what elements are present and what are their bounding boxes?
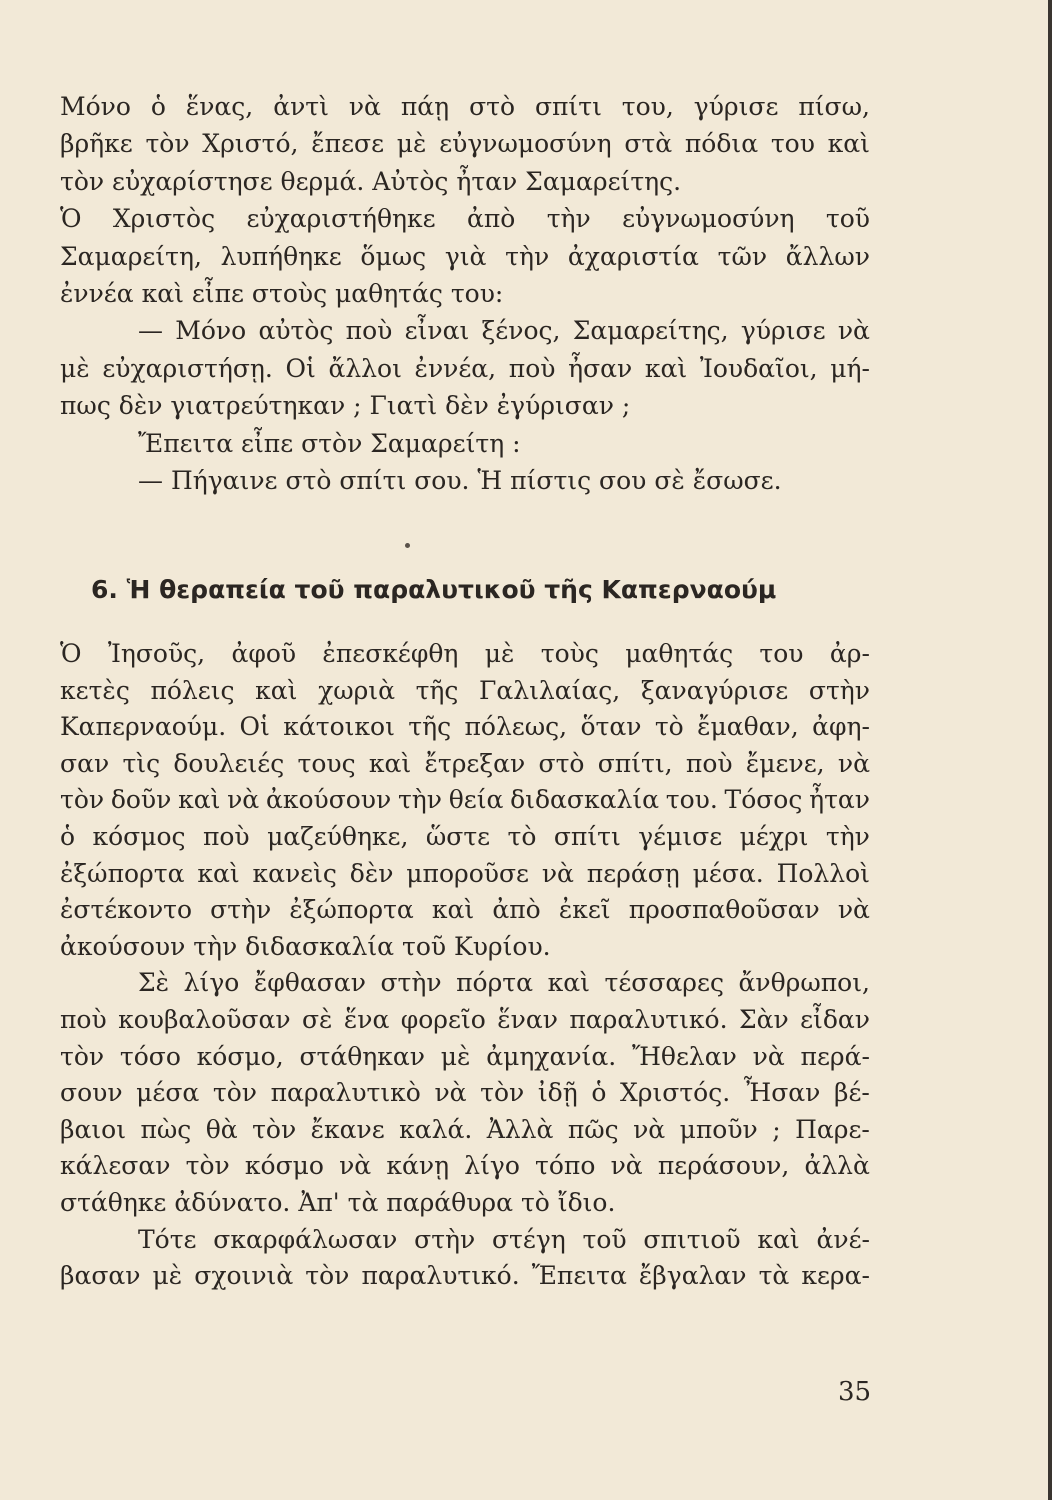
text-line: — Πήγαινε στὸ σπίτι σου. Ἡ πίστις σου σὲ ἔσωσε. xyxy=(138,465,782,495)
text-line: Ὁ Χριστὸς εὐχαριστήθηκε ἀπὸ τὴν εὐγνωμοσύνη τοῦ xyxy=(60,204,870,234)
text-line: τὸν τόσο κόσμο, στάθηκαν μὲ ἀμηχανία. Ἤθελαν νὰ περά- xyxy=(60,1041,870,1071)
text-line: Σὲ λίγο ἔφθασαν στὴν πόρτα καὶ τέσσαρες ἄνθρωποι, xyxy=(138,968,870,998)
section-2-text xyxy=(60,636,870,1295)
section-heading: 6. Ἡ θεραπεία τοῦ παραλυτικοῦ τῆς Καπερναούμ xyxy=(91,575,777,604)
text-line: τὸν δοῦν καὶ νὰ ἀκούσουν τὴν θεία διδασκαλία του. Τόσος ἦταν xyxy=(60,785,870,815)
text-line: κάλεσαν τὸν κόσμο νὰ κάνῃ λίγο τόπο νὰ περάσουν, ἀλλὰ xyxy=(60,1151,870,1181)
page-number: 35 xyxy=(838,1377,872,1407)
text-line: Ἔπειτα εἶπε στὸν Σαμαρείτη : xyxy=(138,428,521,458)
text-line: Ὁ Ἰησοῦς, ἀφοῦ ἐπεσκέφθη μὲ τοὺς μαθητάς του ἀρ- xyxy=(60,639,870,668)
text-line: ἀκούσουν τὴν διδασκαλία τοῦ Κυρίου. xyxy=(60,931,551,961)
text-line: μὲ εὐχαριστήσῃ. Οἱ ἄλλοι ἐννέα, ποὺ ἦσαν καὶ Ἰουδαῖοι, μή- xyxy=(60,353,870,383)
text-line: βαιοι πὼς θὰ τὸν ἔκανε καλά. Ἀλλὰ πῶς νὰ μποῦν ; Παρε- xyxy=(60,1114,870,1144)
text-line: πως δὲν γιατρεύτηκαν ; Γιατὶ δὲν ἐγύρισαν ; xyxy=(60,391,631,421)
text-line: Μόνο ὁ ἕνας, ἀντὶ νὰ πάῃ στὸ σπίτι του, γύρισε πίσω, xyxy=(60,92,870,121)
ink-dot xyxy=(405,543,410,548)
text-line: βρῆκε τὸν Χριστό, ἔπεσε μὲ εὐγνωμοσύνη στὰ πόδια του καὶ xyxy=(60,129,870,159)
text-line: κετὲς πόλεις καὶ χωριὰ τῆς Γαλιλαίας, ξαναγύρισε στὴν xyxy=(60,675,870,705)
text-line: ἐξώπορτα καὶ κανεὶς δὲν μποροῦσε νὰ περάσῃ μέσα. Πολλοὶ xyxy=(60,858,870,888)
text-line: στάθηκε ἀδύνατο. Ἀπ' τὰ παράθυρα τὸ ἴδιο. xyxy=(60,1187,616,1217)
text-line: σουν μέσα τὸν παραλυτικὸ νὰ τὸν ἰδῇ ὁ Χριστός. Ἦσαν βέ- xyxy=(60,1078,870,1108)
text-line: σαν τὶς δουλειές τους καὶ ἔτρεξαν στὸ σπίτι, ποὺ ἔμενε, νὰ xyxy=(60,748,870,778)
text-line: βασαν μὲ σχοινιὰ τὸν παραλυτικό. Ἔπειτα ἔβγαλαν τὰ κερα- xyxy=(60,1261,870,1291)
text-line: Καπερναούμ. Οἱ κάτοικοι τῆς πόλεως, ὅταν τὸ ἔμαθαν, ἀφη- xyxy=(60,712,870,742)
text-line: τὸν εὐχαρίστησε θερμά. Αὐτὸς ἦταν Σαμαρείτης. xyxy=(60,166,682,196)
text-line: Σαμαρείτη, λυπήθηκε ὅμως γιὰ τὴν ἀχαριστία τῶν ἄλλων xyxy=(60,241,870,271)
text-line: ἐννέα καὶ εἶπε στοὺς μαθητάς του: xyxy=(60,278,504,308)
page-edge-shadow xyxy=(1048,0,1052,1500)
text-line: Τότε σκαρφάλωσαν στὴν στέγη τοῦ σπιτιοῦ καὶ ἀνέ- xyxy=(138,1224,870,1254)
text-line: ὁ κόσμος ποὺ μαζεύθηκε, ὥστε τὸ σπίτι γέμισε μέχρι τὴν xyxy=(60,821,870,851)
section-1-text xyxy=(60,88,870,499)
text-line: ἐστέκοντο στὴν ἐξώπορτα καὶ ἀπὸ ἐκεῖ προσπαθοῦσαν νὰ xyxy=(60,895,870,925)
text-line: — Μόνο αὐτὸς ποὺ εἶναι ξένος, Σαμαρείτης, γύρισε νὰ xyxy=(138,316,870,346)
text-line: ποὺ κουβαλοῦσαν σὲ ἕνα φορεῖο ἕναν παραλυτικό. Σὰν εἶδαν xyxy=(60,1004,870,1034)
